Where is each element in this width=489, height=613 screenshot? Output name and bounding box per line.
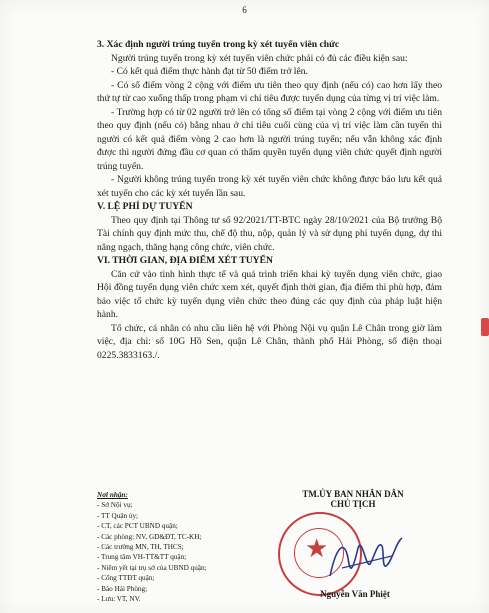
recipient-item: - Sở Nội vụ; <box>97 501 133 510</box>
section3-item-2: - Có số điểm vòng 2 cộng với điểm ưu tiên theo quy định (nếu có) cao hơn lấy theo thứ tự từ cao xuống thấp trong phạm vi chỉ tiêu được tuyển dụng của từng vị trí việc làm. <box>97 79 442 104</box>
recipient-item: - Báo Hải Phòng; <box>97 584 148 593</box>
recipients-list <box>97 490 207 604</box>
signature-line2: CHỦ TỊCH <box>330 499 376 509</box>
page-number: 6 <box>242 5 247 15</box>
recipients-title: Nơi nhận: <box>97 491 128 499</box>
margin-red-mark <box>481 318 489 336</box>
section5-title: V. LỆ PHÍ DỰ TUYỂN <box>97 201 193 212</box>
handwritten-signature <box>322 528 410 590</box>
recipient-item: - Trung tâm VH-TT&TT quận; <box>97 553 187 562</box>
section6-text: Căn cứ vào tình hình thực tế và quá trình triển khai kỳ tuyển dụng viên chức, giao Hội đồng tuyển dụng viên chức xem xét, quyết định thời gian, địa điểm thi phù hợp, đảm bảo việc tổ chức kỳ tuyển dụng viên chức theo đúng các quy định của pháp luật hiện hành. <box>97 268 442 320</box>
document-body <box>97 38 442 362</box>
signer-name: Nguyễn Văn Phiệt <box>320 589 390 599</box>
recipient-item: - Lưu: VT, NV. <box>97 595 141 604</box>
recipient-item: - Các trường MN, TH, THCS; <box>97 543 184 552</box>
section6-contact: Tổ chức, cá nhân có nhu cầu liên hệ với Phòng Nội vụ quận Lê Chân trong giờ làm việc, địa chỉ: số 10G Hồ Sen, quận Lê Chân, thành phố Hải Phòng, số điện thoại 0225.3833163./. <box>97 322 442 361</box>
signature-heading <box>262 489 444 509</box>
section3-intro: Người trúng tuyển trong kỳ xét tuyển viên chức phải có đủ các điều kiện sau: <box>111 52 408 64</box>
section3-title: 3. Xác định người trúng tuyển trong kỳ xét tuyển viên chức <box>97 39 340 50</box>
recipient-item: - TT Quận ủy; <box>97 511 139 520</box>
section3-item-4: - Người không trúng tuyển trong kỳ xét tuyển viên chức không được bảo lưu kết quả xét tuyển cho các kỳ xét tuyển lần sau. <box>97 174 442 199</box>
recipient-item: - CT, các PCT UBND quận; <box>97 522 178 531</box>
section5-text: Theo quy định tại Thông tư số 92/2021/TT-BTC ngày 28/10/2021 của Bộ trưởng Bộ Tài chính quy định mức thu, chế độ thu, nộp, quản lý và sử dụng phí tuyển dụng, dự thi nâng ngạch, thăng hạng công chức, viên chức. <box>97 214 442 253</box>
signature-line1: TM.ỦY BAN NHÂN DÂN <box>302 489 404 499</box>
seal-star-icon: ★ <box>305 534 329 563</box>
recipient-item: - Cổng TTĐT quận; <box>97 574 155 583</box>
section3-item-3: - Trường hợp có từ 02 người trở lên có tổng số điểm tại vòng 2 cộng với điểm ưu tiên theo quy định (nếu có) bằng nhau ở chỉ tiêu cuối cùng của vị trí việc làm cần tuyển thì người có kết quả điểm vòng 2 cao hơn là người trúng tuyển; nếu vẫn không xác định được thì người đứng đầu cơ quan có thẩm quyền tuyển dụng viên chức quyết định người trúng tuyển. <box>97 106 442 172</box>
section6-title: VI. THỜI GIAN, ĐỊA ĐIỂM XÉT TUYỂN <box>97 255 273 266</box>
section3-item-1: - Có kết quả điểm thực hành đạt từ 50 điểm trở lên. <box>111 66 308 77</box>
recipient-item: - Niêm yết tại trụ sở của UBND quận; <box>97 563 207 572</box>
recipient-item: - Các phòng: NV, GD&ĐT, TC-KH; <box>97 532 202 541</box>
